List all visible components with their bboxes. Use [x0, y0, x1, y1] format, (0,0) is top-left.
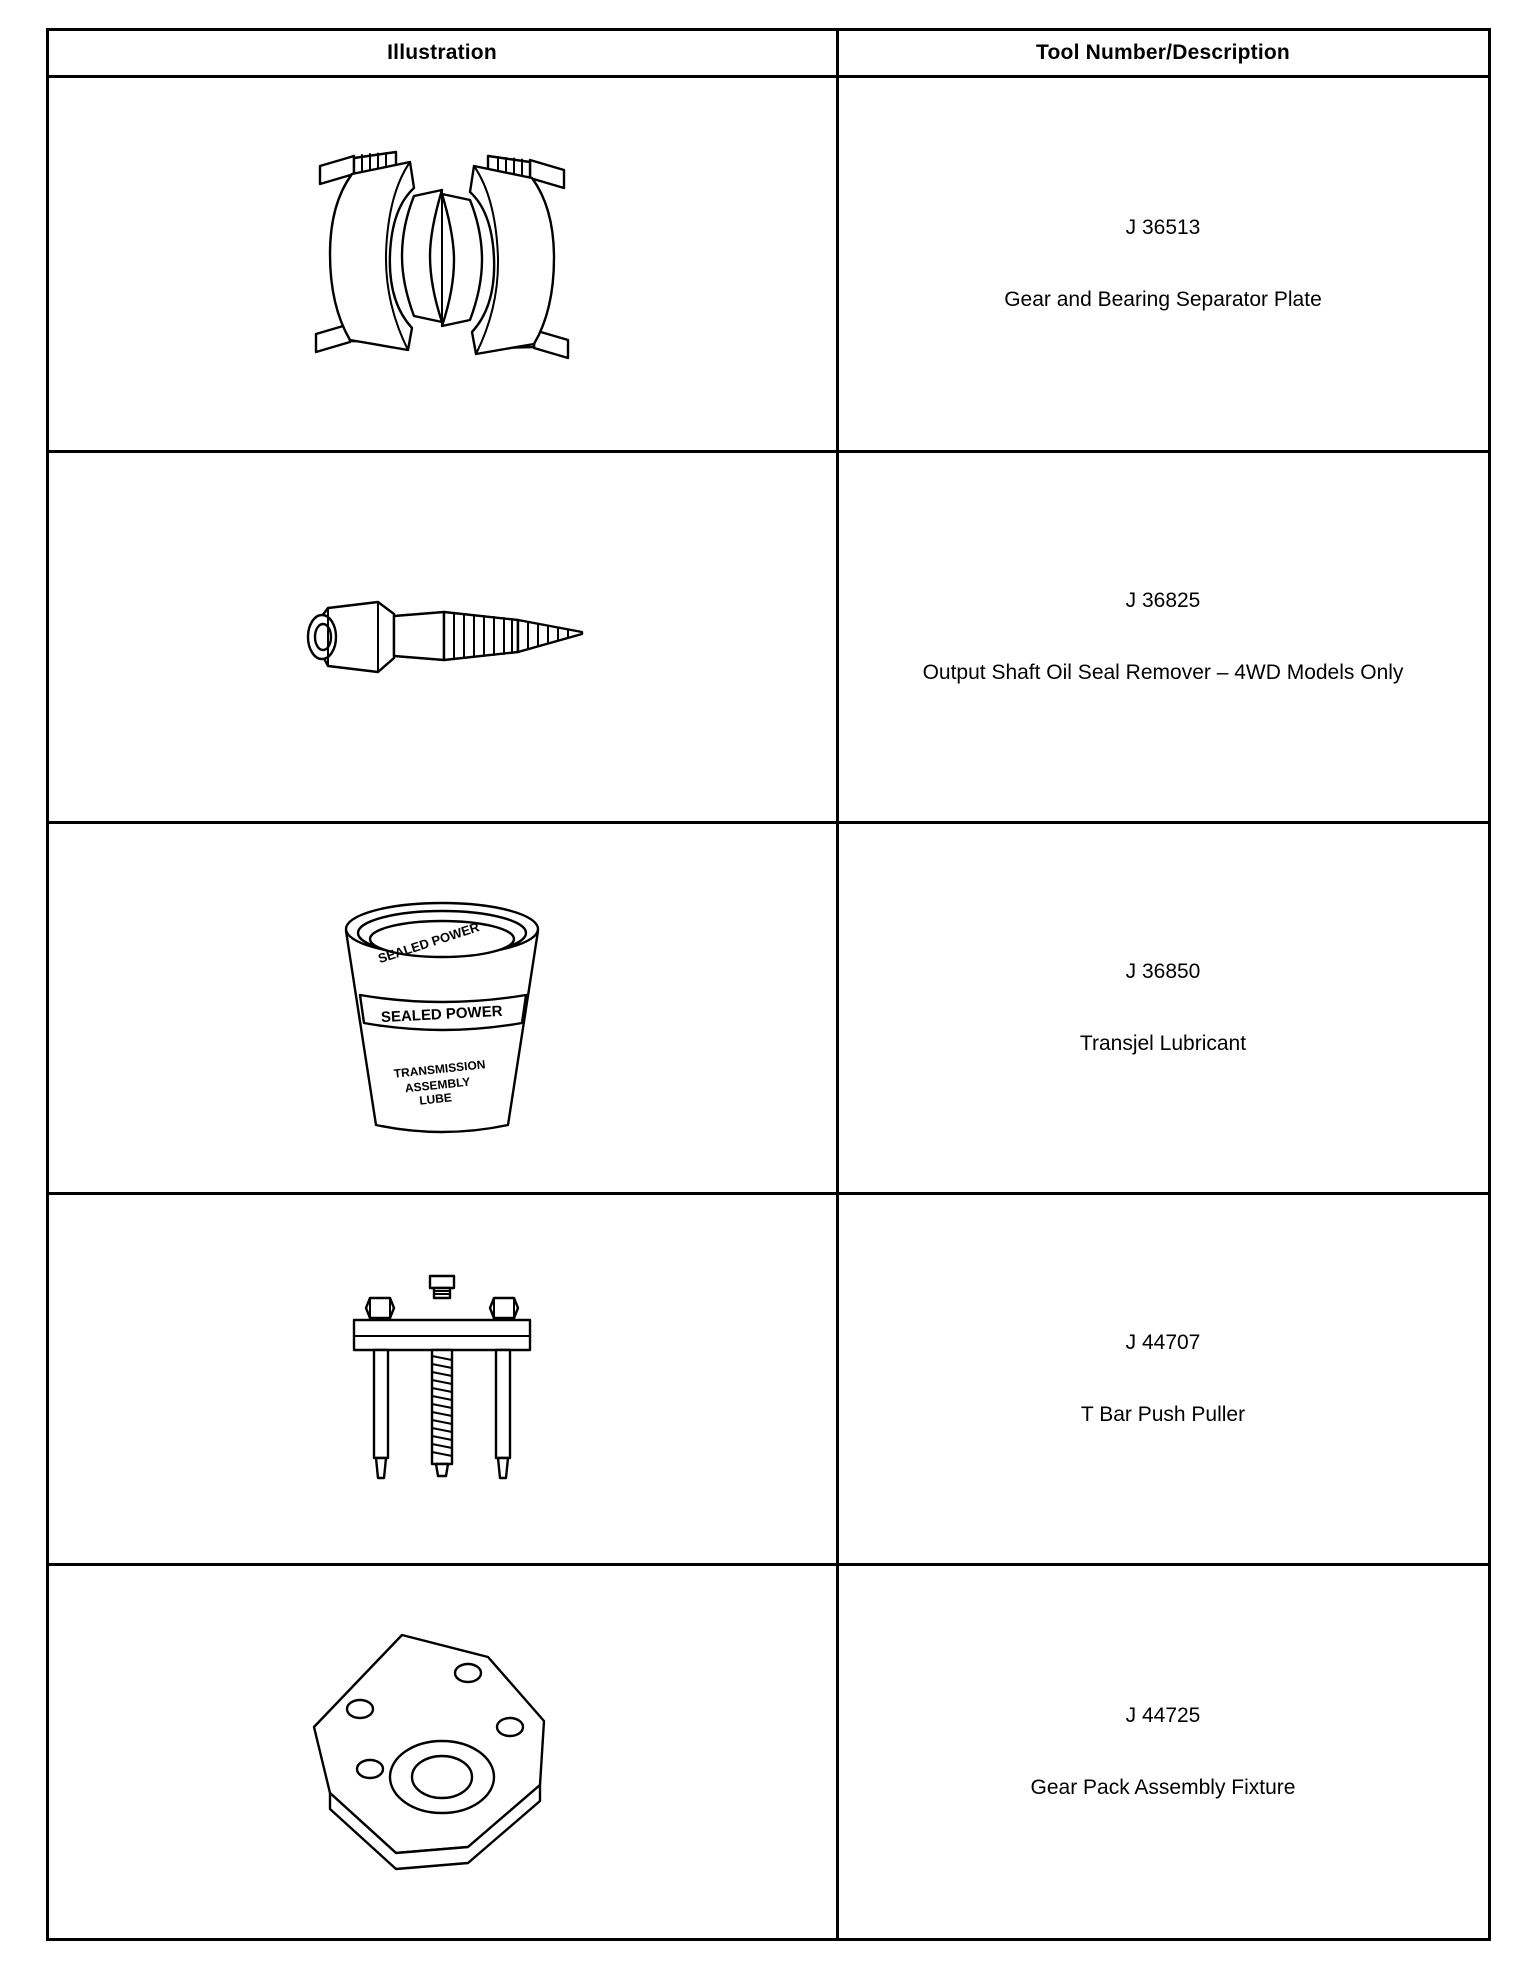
- tool-number: J 36850: [1125, 959, 1201, 983]
- illustration-cell: [47, 1565, 837, 1940]
- tool-number: J 44707: [1125, 1330, 1201, 1354]
- label-line-2: ASSEMBLY: [404, 1074, 471, 1096]
- table-row: [47, 1565, 1489, 1940]
- illustration-cell: [47, 823, 837, 1194]
- description-cell: [837, 823, 1489, 1194]
- table-header-row: [47, 30, 1489, 77]
- description-cell: [837, 452, 1489, 823]
- table-row: [47, 452, 1489, 823]
- description-cell: [837, 1194, 1489, 1565]
- tool-number: J 36513: [1125, 215, 1201, 239]
- table-row: [47, 823, 1489, 1194]
- table-row: [47, 77, 1489, 452]
- tool-description: Gear Pack Assembly Fixture: [1030, 1776, 1296, 1799]
- description-cell: [837, 77, 1489, 452]
- output-shaft-oil-seal-remover-icon: [282, 572, 602, 702]
- tool-description: Output Shaft Oil Seal Remover – 4WD Models Only: [922, 661, 1404, 684]
- tool-description: Transjel Lubricant: [1079, 1032, 1247, 1055]
- gear-and-bearing-separator-plate-icon: [292, 134, 592, 394]
- gear-pack-assembly-fixture-icon: [292, 1617, 592, 1887]
- special-tools-table: [46, 28, 1491, 1941]
- label-line-3: LUBE: [418, 1090, 453, 1108]
- tool-description: Gear and Bearing Separator Plate: [1004, 288, 1322, 311]
- column-header-illustration: Illustration: [47, 30, 837, 77]
- brand-label: SEALED POWER: [380, 1002, 503, 1027]
- illustration-cell: [47, 1194, 837, 1565]
- tool-number: J 36825: [1125, 588, 1201, 612]
- illustration-cell: [47, 77, 837, 452]
- t-bar-push-puller-icon: [332, 1264, 552, 1494]
- tool-description: T Bar Push Puller: [1080, 1403, 1246, 1426]
- tool-number: J 44725: [1125, 1703, 1201, 1727]
- table-row: [47, 1194, 1489, 1565]
- illustration-cell: [47, 452, 837, 823]
- lid-brand-label: SEALED POWER: [376, 919, 482, 967]
- transjel-lubricant-icon: [312, 873, 572, 1143]
- label-line-1: TRANSMISSION: [393, 1057, 487, 1081]
- description-cell: [837, 1565, 1489, 1940]
- column-header-description: Tool Number/Description: [837, 30, 1489, 77]
